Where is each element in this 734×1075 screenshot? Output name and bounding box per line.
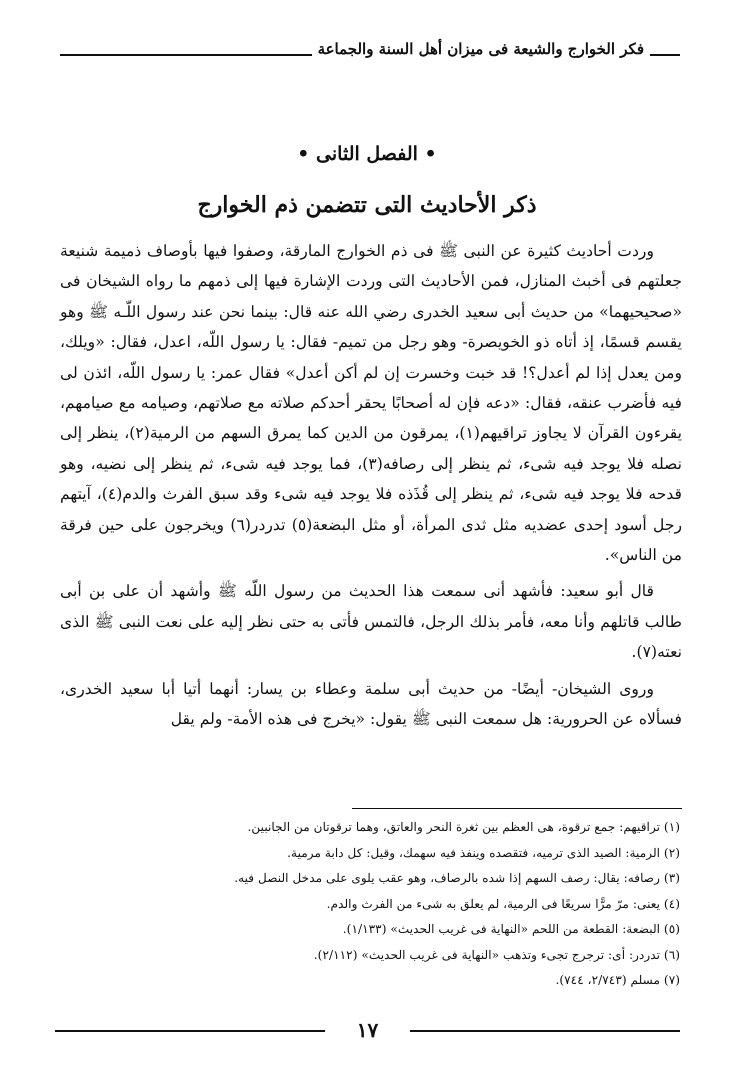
footnote: (١) تراقيهم: جمع ترقوة، هى العظم بين ثغرة النحر والعاتق، وهما ترقوتان من الجانبين.: [247, 820, 680, 834]
running-header: [60, 40, 680, 70]
footnote: (٥) البضعة: القطعة من اللحم «النهاية فى غريب الحديث» (١/١٣٣).: [342, 922, 680, 936]
footnote: (٦) تدردر: أى: ترجرج تجىء وتذهب «النهاية فى غريب الحديث» (٢/١١٢).: [313, 947, 680, 962]
footnote: (٣) رصافه: يقال: رصف السهم إذا شده بالرصاف، وهو عقب يلوى على مدخل النصل فيه.: [234, 871, 680, 885]
footnote: (٤) يعنى: مرّ مرًّا سريعًا فى الرمية، لم يعلق به شىء من الفرث والدم.: [326, 896, 680, 911]
page-footer: [55, 1018, 680, 1042]
footnote-rule: [352, 808, 682, 809]
running-header-title: فكر الخوارج والشيعة فى ميزان أهل السنة والجماعة: [312, 40, 650, 58]
chapter-title: • الفصل الثانى •: [297, 143, 437, 165]
main-body: [60, 236, 682, 741]
section-subtitle: ذكر الأحاديث التى تتضمن ذم الخوارج: [197, 192, 537, 218]
paragraph-hadith-2: وروى الشيخان- أيضًا- من حديث أبى سلمة وعطاء بن يسار: أنهما أتيا أبا سعيد الخدرى، فسألاه عن الحرورية: هل سمعت النبى ﷺ يقول: «يخرج فى هذه الأمة- ولم يقل: [60, 679, 682, 729]
paragraph-abu-said: قال أبو سعيد: فأشهد أنى سمعت هذا الحديث من رسول اللّه ﷺ وأشهد أن على بن أبى طالب قاتلهم وأنا معه، فأمر بذلك الرجل، فالتمس فأتى به حتى نظر إليه على نعت النبى ﷺ الذى نعته(٧).: [60, 582, 682, 662]
footnote: (٧) مسلم (٢/٧٤٣، ٧٤٤).: [555, 973, 680, 987]
footnotes: [60, 815, 680, 994]
paragraph-hadith-1: وردت أحاديث كثيرة عن النبى ﷺ فى ذم الخوارج المارقة، وصفوا فيها بأوصاف ذميمة شنيعة جعلتهم فى أخبث المنازل، فمن الأحاديث التى وردت الإشارة فيها إلى ذمهم ما رواه الشيخان فى «صحيحيهما» من حديث أبى سعيد الخدرى رضي الله عنه قال: بينما نحن عند رسول اللّـه ﷺ وهو يقسم قسمًا، إذ أتاه ذو الخويصرة- وهو رجل من تميم- فقال: يا رسول اللّه، اعدل، فقال: «ويلك، ومن يعدل إذا لم أعدل؟! قد خبت وخسرت إن لم أكن أعدل» فقال عمر: يا رسول اللّه، ائذن لى فيه فأضرب عنقه، فقال: «دعه فإن له أصحابًا يحقر أحدكم صلاته مع صلاتهم، وصيامه مع صيامهم، يقرءون القرآن لا يجاوز تراقيهم(١)، يمرقون من الدين كما يمرق السهم من الرمية(٢)، ينظر إلى نصله فلا يوجد فيه شىء، ثم ينظر إلى رصافه(٣)، فما يوجد فيه شىء، ثم ينظر إلى نضيه، وهو قدحه فلا يوجد فيه شىء، ثم ينظر إلى قُذَذه فلا يوجد فيه شىء وقد سبق الفرث والدم(٤)، آيتهم رجل أسود إحدى عضديه مثل ثدى المرأة، أو مثل البضعة(٥) تدردر(٦) ويخرجون على حين فرقة من الناس».: [60, 242, 682, 565]
footnote: (٢) الرمية: الصيد الذى ترميه، فتقصده وينفذ فيه سهمك، وقيل: كل دابة مرمية.: [287, 845, 680, 860]
page-number: ١٧: [356, 1018, 379, 1042]
